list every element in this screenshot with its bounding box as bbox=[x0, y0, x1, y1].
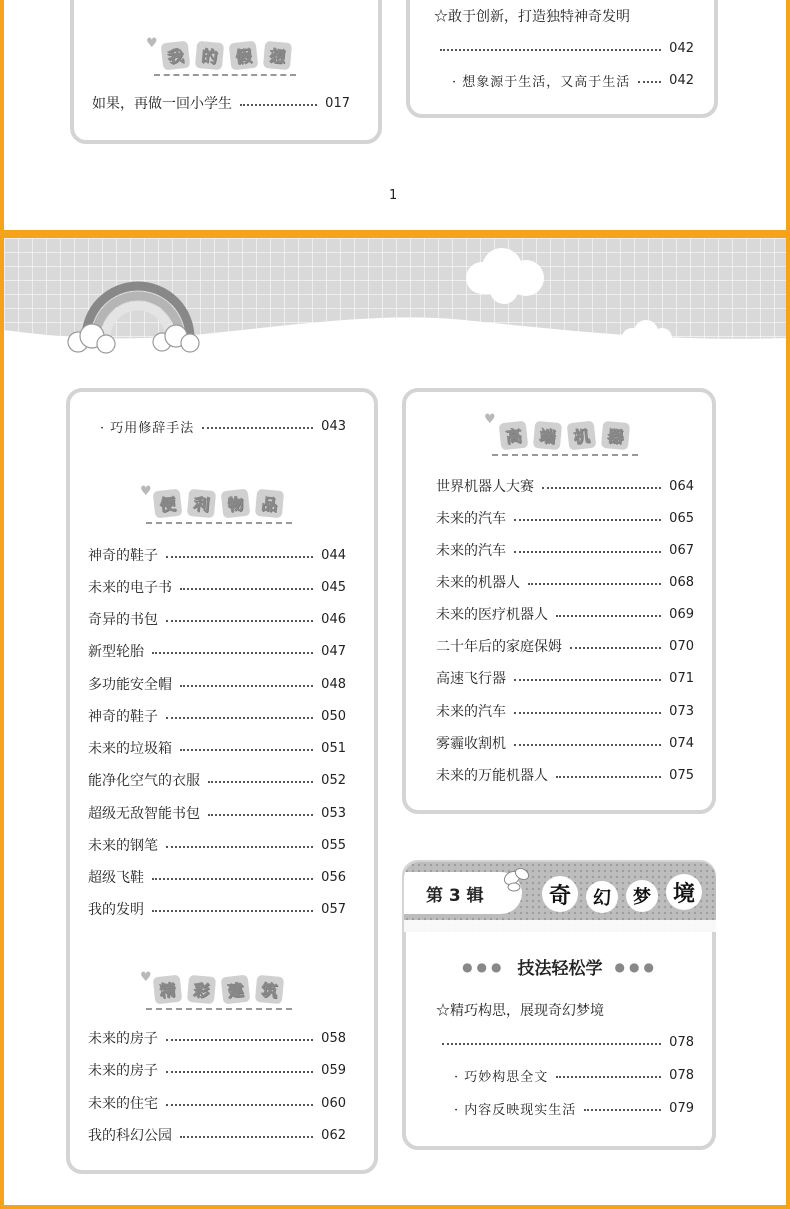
section-tag-convenient-items bbox=[154, 490, 283, 517]
tag-char: 端 bbox=[533, 421, 562, 450]
toc-row[interactable] bbox=[88, 635, 346, 667]
tag-char: 机 bbox=[567, 421, 597, 451]
page-number: 053 bbox=[321, 805, 346, 821]
leader-dots bbox=[528, 583, 661, 585]
toc-title: 未来的房子 bbox=[88, 1031, 158, 1047]
toc-row[interactable] bbox=[88, 668, 346, 700]
toc-title: 世界机器人大赛 bbox=[436, 479, 534, 495]
chapter-title-char: 奇 bbox=[542, 876, 578, 912]
page-number: 064 bbox=[669, 478, 694, 494]
leader-dots bbox=[556, 776, 661, 778]
leader-dots bbox=[208, 781, 313, 783]
leader-dots bbox=[514, 679, 661, 681]
toc-row[interactable] bbox=[88, 797, 346, 829]
heart-icon: ♥ bbox=[146, 36, 158, 51]
toc-row[interactable] bbox=[88, 1054, 346, 1086]
chapter-banner bbox=[404, 862, 716, 932]
page-number: 069 bbox=[669, 606, 694, 622]
page-number: 057 bbox=[321, 901, 346, 917]
page-number-footer: 1 bbox=[389, 188, 398, 203]
tag-char: 物 bbox=[221, 489, 251, 519]
top-page bbox=[0, 0, 790, 234]
tag-char: 的 bbox=[195, 41, 224, 70]
page-number: 042 bbox=[669, 40, 694, 56]
heart-icon: ♥ bbox=[140, 484, 152, 499]
toc-title: 未来的万能机器人 bbox=[436, 768, 548, 784]
toc-heading-dots-row bbox=[440, 32, 694, 64]
toc-row[interactable] bbox=[88, 1087, 346, 1119]
toc-sub-title: · 想象源于生活，又高于生活 bbox=[452, 74, 631, 90]
tag-char: 建 bbox=[221, 975, 251, 1005]
toc-sub-title: · 巧妙构思全文 bbox=[454, 1069, 549, 1085]
tag-char: 便 bbox=[153, 489, 183, 519]
toc-row[interactable] bbox=[88, 603, 346, 635]
page-number: 045 bbox=[321, 579, 346, 595]
page-number: 062 bbox=[321, 1127, 346, 1143]
page-number: 048 bbox=[321, 676, 346, 692]
toc-row[interactable] bbox=[436, 502, 694, 534]
top-left-box bbox=[70, 0, 382, 144]
tag-underline bbox=[146, 1008, 292, 1010]
section-tag-high-end-machines bbox=[500, 422, 629, 449]
toc-heading-dots-row bbox=[442, 1026, 694, 1058]
page-number: 078 bbox=[669, 1067, 694, 1083]
toc-title: 未来的汽车 bbox=[436, 704, 506, 720]
toc-title: 未来的汽车 bbox=[436, 511, 506, 527]
toc-row[interactable] bbox=[436, 534, 694, 566]
leader-dots bbox=[584, 1109, 661, 1111]
toc-row[interactable] bbox=[436, 598, 694, 630]
tag-char: 彩 bbox=[187, 975, 216, 1004]
contents-banner bbox=[4, 238, 786, 368]
page-number: 078 bbox=[669, 1034, 694, 1050]
toc-row[interactable] bbox=[88, 1022, 346, 1054]
toc-title: 未来的钢笔 bbox=[88, 838, 158, 854]
toc-row[interactable] bbox=[88, 700, 346, 732]
page-number: 055 bbox=[321, 837, 346, 853]
toc-title: 神奇的鞋子 bbox=[88, 548, 158, 564]
chapter-title-char: 幻 bbox=[586, 881, 618, 913]
toc-heading: ☆精巧构思，展现奇幻梦境 bbox=[436, 1003, 604, 1019]
leader-dots bbox=[180, 588, 313, 590]
toc-row[interactable] bbox=[436, 727, 694, 759]
toc-title: 能净化空气的衣服 bbox=[88, 773, 200, 789]
page-number: 060 bbox=[321, 1095, 346, 1111]
toc-row[interactable] bbox=[92, 87, 350, 119]
leader-dots bbox=[166, 846, 313, 848]
page-number: 070 bbox=[669, 638, 694, 654]
toc-row[interactable] bbox=[436, 759, 694, 791]
toc-sub-title: · 内容反映现实生活 bbox=[454, 1102, 577, 1118]
leader-dots bbox=[514, 744, 661, 746]
dots-decoration: ●●● bbox=[614, 959, 658, 974]
chapter-label: 第 3 辑 bbox=[404, 872, 522, 914]
banner-art bbox=[4, 238, 786, 368]
tag-char: 我 bbox=[161, 41, 191, 71]
page-number: 065 bbox=[669, 510, 694, 526]
page-number: 056 bbox=[321, 869, 346, 885]
heart-icon: ♥ bbox=[484, 412, 496, 427]
page-number: 079 bbox=[669, 1100, 694, 1116]
butterfly-icon bbox=[404, 862, 716, 932]
page-number: 044 bbox=[321, 547, 346, 563]
page-number: 042 bbox=[669, 72, 694, 88]
heart-icon: ♥ bbox=[140, 970, 152, 985]
toc-title: 未来的汽车 bbox=[436, 543, 506, 559]
toc-title: 未来的垃圾箱 bbox=[88, 741, 172, 757]
leader-dots bbox=[180, 749, 313, 751]
toc-row[interactable] bbox=[88, 829, 346, 861]
toc-heading-row[interactable] bbox=[434, 0, 694, 32]
toc-title: 我的发明 bbox=[88, 902, 144, 918]
leader-dots bbox=[202, 427, 313, 429]
tag-char: 品 bbox=[255, 489, 284, 518]
tag-underline bbox=[146, 522, 292, 524]
leader-dots bbox=[166, 1039, 313, 1041]
leader-dots bbox=[180, 1136, 313, 1138]
page-number: 046 bbox=[321, 611, 346, 627]
leader-dots bbox=[152, 910, 313, 912]
toc-row[interactable] bbox=[436, 630, 694, 662]
toc-row[interactable] bbox=[88, 732, 346, 764]
toc-title: 未来的机器人 bbox=[436, 575, 520, 591]
chapter-title-char: 梦 bbox=[626, 880, 658, 912]
toc-title: 未来的电子书 bbox=[88, 580, 172, 596]
toc-title: 超级飞鞋 bbox=[88, 870, 144, 886]
page-number: 059 bbox=[321, 1062, 346, 1078]
leader-dots bbox=[542, 487, 661, 489]
leader-dots bbox=[440, 49, 661, 51]
toc-row[interactable] bbox=[88, 1119, 346, 1151]
page-number: 051 bbox=[321, 740, 346, 756]
leader-dots bbox=[570, 647, 661, 649]
toc-sub-title: · 巧用修辞手法 bbox=[100, 420, 195, 436]
toc-title: 新型轮胎 bbox=[88, 644, 144, 660]
page-number: 067 bbox=[669, 542, 694, 558]
page-number: 074 bbox=[669, 735, 694, 751]
leader-dots bbox=[240, 104, 317, 106]
toc-row[interactable] bbox=[88, 861, 346, 893]
tag-char: 器 bbox=[601, 421, 630, 450]
toc-row[interactable] bbox=[88, 764, 346, 796]
section-tag-my-ideas bbox=[162, 42, 291, 69]
toc-sub-row[interactable] bbox=[454, 1092, 694, 1124]
leader-dots bbox=[166, 1104, 313, 1106]
leader-dots bbox=[556, 1076, 661, 1078]
section-tag-architecture bbox=[154, 976, 283, 1003]
toc-sub-row[interactable] bbox=[454, 1059, 694, 1091]
page-number: 017 bbox=[325, 95, 350, 111]
dots-decoration: ●●● bbox=[462, 959, 506, 974]
leader-dots bbox=[514, 712, 661, 714]
method-title bbox=[404, 954, 716, 979]
toc-row[interactable] bbox=[88, 893, 346, 925]
tag-char: 假 bbox=[229, 41, 259, 71]
leader-dots bbox=[638, 81, 661, 83]
toc-title: 我的科幻公园 bbox=[88, 1128, 172, 1144]
toc-title: 未来的住宅 bbox=[88, 1096, 158, 1112]
leader-dots bbox=[556, 615, 661, 617]
leader-dots bbox=[152, 878, 313, 880]
toc-row[interactable] bbox=[436, 695, 694, 727]
toc-heading: ☆敢于创新，打造独特神奇发明 bbox=[434, 9, 630, 25]
toc-sub-row[interactable] bbox=[100, 410, 346, 442]
toc-title: 超级无敌智能书包 bbox=[88, 806, 200, 822]
toc-title: 奇异的书包 bbox=[88, 612, 158, 628]
toc-title: 二十年后的家庭保姆 bbox=[436, 639, 562, 655]
page-number: 050 bbox=[321, 708, 346, 724]
leader-dots bbox=[166, 620, 313, 622]
page-number: 075 bbox=[669, 767, 694, 783]
page-number: 047 bbox=[321, 643, 346, 659]
toc-row[interactable] bbox=[436, 470, 694, 502]
toc-title: 未来的房子 bbox=[88, 1063, 158, 1079]
tag-char: 想 bbox=[263, 41, 292, 70]
leader-dots bbox=[166, 1071, 313, 1073]
tag-char: 筑 bbox=[255, 975, 284, 1004]
page-number: 071 bbox=[669, 670, 694, 686]
page-number: 058 bbox=[321, 1030, 346, 1046]
page-number: 043 bbox=[321, 418, 346, 434]
toc-row[interactable] bbox=[88, 539, 346, 571]
tag-char: 利 bbox=[187, 489, 216, 518]
chapter-title-char: 境 bbox=[666, 874, 702, 910]
toc-title: 神奇的鞋子 bbox=[88, 709, 158, 725]
leader-dots bbox=[180, 685, 313, 687]
tag-underline bbox=[154, 74, 296, 76]
leader-dots bbox=[152, 652, 313, 654]
tag-underline bbox=[492, 454, 638, 456]
leader-dots bbox=[208, 814, 313, 816]
toc-row[interactable] bbox=[88, 571, 346, 603]
leader-dots bbox=[514, 551, 661, 553]
toc-title: 如果，再做一回小学生 bbox=[92, 96, 232, 112]
leader-dots bbox=[166, 556, 313, 558]
toc-row[interactable] bbox=[436, 662, 694, 694]
tag-char: 高 bbox=[499, 421, 529, 451]
leader-dots bbox=[166, 717, 313, 719]
leader-dots bbox=[442, 1043, 661, 1045]
toc-title: 多功能安全帽 bbox=[88, 677, 172, 693]
page-number: 068 bbox=[669, 574, 694, 590]
page-number: 052 bbox=[321, 772, 346, 788]
toc-title: 高速飞行器 bbox=[436, 671, 506, 687]
tag-char: 精 bbox=[153, 975, 183, 1005]
page-number: 073 bbox=[669, 703, 694, 719]
toc-sub-row[interactable] bbox=[452, 64, 694, 96]
method-title-text: 技法轻松学 bbox=[517, 959, 603, 979]
toc-heading-row[interactable] bbox=[436, 994, 696, 1026]
toc-title: 未来的医疗机器人 bbox=[436, 607, 548, 623]
toc-row[interactable] bbox=[436, 566, 694, 598]
toc-title: 雾霾收割机 bbox=[436, 736, 506, 752]
leader-dots bbox=[514, 519, 661, 521]
